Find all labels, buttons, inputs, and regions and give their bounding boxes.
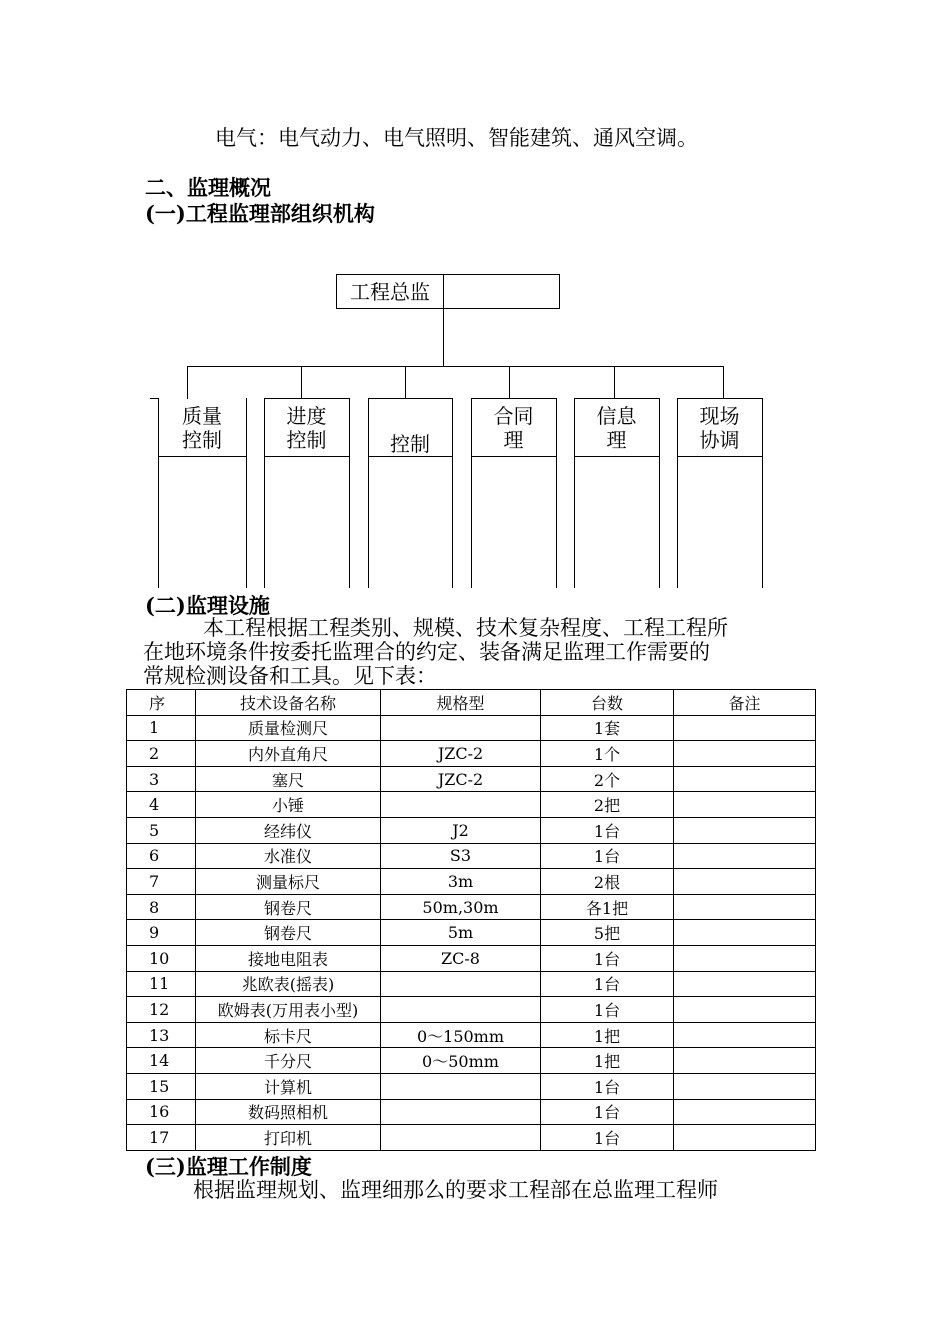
- cell-name: 塞尺: [196, 766, 381, 792]
- sub3-para: 根据监理规划、监理细那么的要求工程部在总监理工程师: [193, 1178, 718, 1202]
- cell-spec: [381, 792, 541, 818]
- cell-seq: 10: [127, 945, 196, 971]
- cell-remark: [674, 1048, 816, 1074]
- top-box-divider: [443, 275, 444, 308]
- cell-remark: [674, 741, 816, 767]
- table-body: [127, 715, 816, 1150]
- cell-name: 水准仪: [196, 843, 381, 869]
- cell-qty: 各1把: [541, 894, 674, 920]
- table-row: [127, 715, 816, 741]
- dept-6-right: [762, 398, 763, 588]
- dept-2-line2: 控制: [286, 428, 327, 452]
- drop-line-2: [301, 366, 302, 399]
- table-row: [127, 920, 816, 946]
- drop-line-3: [405, 366, 406, 399]
- dept-2-right: [349, 398, 350, 588]
- cell-spec: JZC-2: [381, 741, 541, 767]
- header-remark: 备注: [674, 690, 816, 716]
- intro-line: 电气：电气动力、电气照明、智能建筑、通风空调。: [215, 126, 698, 150]
- cell-spec: [381, 1073, 541, 1099]
- sub2-para-line2: 在地环境条件按委托监理合的约定、装备满足监理工作需要的: [143, 640, 710, 664]
- cell-spec: [381, 1125, 541, 1151]
- cell-remark: [674, 1099, 816, 1125]
- dept-5-line2: 理: [606, 428, 627, 452]
- branch-line: [187, 366, 724, 367]
- cell-qty: 1把: [541, 1048, 674, 1074]
- dept-1-line1: 质量: [182, 404, 222, 428]
- drop-line-4: [509, 366, 510, 399]
- table-row: [127, 1022, 816, 1048]
- table-row: [127, 817, 816, 843]
- cell-remark: [674, 920, 816, 946]
- cell-spec: 0～50mm: [381, 1048, 541, 1074]
- trunk-line: [443, 308, 444, 366]
- header-qty: 台数: [541, 690, 674, 716]
- cell-remark: [674, 869, 816, 895]
- cell-spec: 3m: [381, 869, 541, 895]
- cell-remark: [674, 1073, 816, 1099]
- cell-name: 钢卷尺: [196, 920, 381, 946]
- cell-qty: 2根: [541, 869, 674, 895]
- cell-remark: [674, 817, 816, 843]
- dept-1-tick: [150, 398, 158, 399]
- sub3-heading: (三)监理工作制度: [145, 1154, 312, 1179]
- cell-remark: [674, 843, 816, 869]
- cell-name: 计算机: [196, 1073, 381, 1099]
- cell-seq: 8: [127, 894, 196, 920]
- cell-seq: 13: [127, 1022, 196, 1048]
- dept-4-top: [471, 398, 557, 399]
- cell-seq: 7: [127, 869, 196, 895]
- cell-spec: 5m: [381, 920, 541, 946]
- cell-spec: [381, 1099, 541, 1125]
- table-row: [127, 1073, 816, 1099]
- cell-qty: 1台: [541, 1073, 674, 1099]
- cell-seq: 5: [127, 817, 196, 843]
- cell-spec: [381, 715, 541, 741]
- table-row: [127, 792, 816, 818]
- cell-seq: 15: [127, 1073, 196, 1099]
- dept-2-sep: [264, 456, 350, 457]
- sub2-para-line1: 本工程根据工程类别、规模、技术复杂程度、工程工程所: [203, 616, 728, 640]
- cell-remark: [674, 997, 816, 1023]
- cell-seq: 11: [127, 971, 196, 997]
- cell-name: 标卡尺: [196, 1022, 381, 1048]
- cell-remark: [674, 766, 816, 792]
- cell-seq: 2: [127, 741, 196, 767]
- dept-4-line2: 理: [503, 428, 524, 452]
- dept-3-sep: [368, 456, 453, 457]
- header-seq: 序: [127, 690, 196, 716]
- cell-qty: 1把: [541, 1022, 674, 1048]
- cell-name: 小锤: [196, 792, 381, 818]
- cell-seq: 17: [127, 1125, 196, 1151]
- sub2-heading: (二)监理设施: [145, 593, 270, 618]
- dept-5-line1: 信息: [596, 404, 637, 428]
- dept-6-line2: 协调: [699, 428, 740, 452]
- cell-seq: 9: [127, 920, 196, 946]
- table-row: [127, 843, 816, 869]
- cell-name: 钢卷尺: [196, 894, 381, 920]
- top-box: [336, 274, 560, 309]
- dept-6-line1: 现场: [699, 404, 740, 428]
- table-row: [127, 766, 816, 792]
- dept-5-top: [574, 398, 660, 399]
- cell-spec: JZC-2: [381, 766, 541, 792]
- table-row: [127, 945, 816, 971]
- drop-line-5: [614, 366, 615, 399]
- dept-3-right: [452, 398, 453, 588]
- dept-5-right: [659, 398, 660, 588]
- cell-remark: [674, 715, 816, 741]
- cell-qty: 2个: [541, 766, 674, 792]
- cell-seq: 4: [127, 792, 196, 818]
- cell-qty: 1台: [541, 1099, 674, 1125]
- table-row: [127, 741, 816, 767]
- cell-spec: [381, 997, 541, 1023]
- table-row: [127, 997, 816, 1023]
- dept-4-line1: 合同: [493, 404, 534, 428]
- cell-spec: 50m,30m: [381, 894, 541, 920]
- cell-qty: 1台: [541, 971, 674, 997]
- cell-remark: [674, 894, 816, 920]
- top-box-label: 工程总监: [350, 280, 430, 304]
- cell-remark: [674, 1022, 816, 1048]
- cell-spec: S3: [381, 843, 541, 869]
- cell-qty: 2把: [541, 792, 674, 818]
- cell-name: 质量检测尺: [196, 715, 381, 741]
- table-row: [127, 869, 816, 895]
- equipment-table: [126, 689, 816, 1151]
- cell-spec: J2: [381, 817, 541, 843]
- dept-6-top: [677, 398, 763, 399]
- cell-remark: [674, 971, 816, 997]
- cell-seq: 6: [127, 843, 196, 869]
- cell-name: 兆欧表(摇表): [196, 971, 381, 997]
- dept-3-line2: 控制: [390, 432, 430, 456]
- cell-name: 欧姆表(万用表小型): [196, 997, 381, 1023]
- org-chart: [0, 0, 950, 600]
- section-heading: 二、监理概况: [145, 175, 271, 200]
- table-header-row: [127, 690, 816, 716]
- cell-seq: 14: [127, 1048, 196, 1074]
- dept-5-sep: [574, 456, 660, 457]
- dept-3-top: [368, 398, 453, 399]
- table-row: [127, 1125, 816, 1151]
- cell-qty: 5把: [541, 920, 674, 946]
- drop-line-1: [187, 366, 188, 399]
- cell-qty: 1套: [541, 715, 674, 741]
- cell-qty: 1台: [541, 817, 674, 843]
- header-spec: 规格型: [381, 690, 541, 716]
- cell-name: 千分尺: [196, 1048, 381, 1074]
- cell-name: 接地电阻表: [196, 945, 381, 971]
- cell-seq: 12: [127, 997, 196, 1023]
- cell-name: 打印机: [196, 1125, 381, 1151]
- dept-4-right: [556, 398, 557, 588]
- cell-qty: 1台: [541, 997, 674, 1023]
- cell-name: 经纬仪: [196, 817, 381, 843]
- table-row: [127, 1099, 816, 1125]
- cell-spec: [381, 971, 541, 997]
- table-row: [127, 971, 816, 997]
- dept-2-line1: 进度: [286, 404, 327, 428]
- sub2-para-line3: 常规检测设备和工具。见下表：: [143, 664, 437, 688]
- cell-seq: 1: [127, 715, 196, 741]
- drop-line-6: [723, 366, 724, 399]
- sub1-heading: (一)工程监理部组织机构: [145, 201, 375, 226]
- table-row: [127, 1048, 816, 1074]
- cell-qty: 1台: [541, 843, 674, 869]
- cell-spec: 0～150mm: [381, 1022, 541, 1048]
- cell-qty: 1个: [541, 741, 674, 767]
- dept-3-left: [368, 398, 369, 588]
- cell-name: 内外直角尺: [196, 741, 381, 767]
- dept-4-sep: [471, 456, 557, 457]
- cell-name: 数码照相机: [196, 1099, 381, 1125]
- dept-2-top: [264, 398, 350, 399]
- dept-6-sep: [677, 456, 763, 457]
- dept-1-right: [246, 398, 247, 588]
- cell-remark: [674, 792, 816, 818]
- cell-remark: [674, 945, 816, 971]
- dept-1-sep: [158, 456, 247, 457]
- dept-1-line2: 控制: [182, 428, 222, 452]
- cell-qty: 1台: [541, 945, 674, 971]
- cell-name: 测量标尺: [196, 869, 381, 895]
- cell-remark: [674, 1125, 816, 1151]
- cell-qty: 1台: [541, 1125, 674, 1151]
- cell-spec: ZC-8: [381, 945, 541, 971]
- cell-seq: 16: [127, 1099, 196, 1125]
- cell-seq: 3: [127, 766, 196, 792]
- table-row: [127, 894, 816, 920]
- header-name: 技术设备名称: [196, 690, 381, 716]
